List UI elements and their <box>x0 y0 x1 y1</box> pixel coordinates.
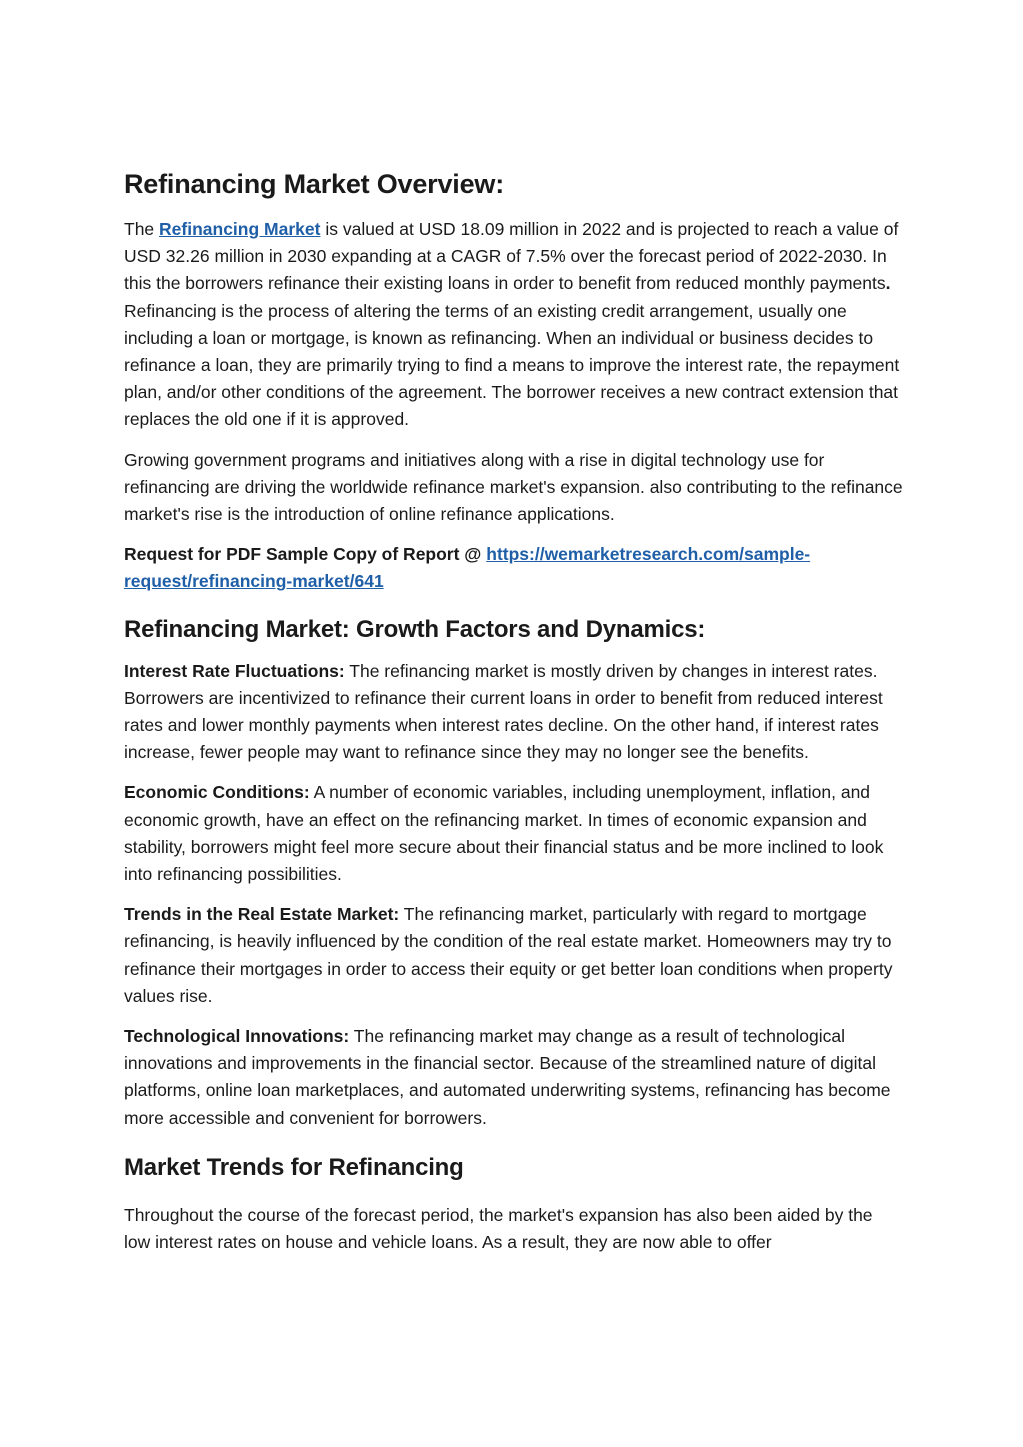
overview-paragraph-1 <box>124 216 903 434</box>
trends-section-title: Market Trends for Refinancing <box>124 1153 464 1181</box>
growth-item <box>124 779 903 888</box>
overview-p1-prefix: The <box>124 219 160 239</box>
trends-paragraph-1: Throughout the course of the forecast period, the market's expansion has also been aided by the low interest rates on house and vehicle loans. As a result, they are now able to offer <box>124 1204 873 1253</box>
growth-item-label: Technological Innovations: <box>124 1026 350 1047</box>
request-label: Request for PDF Sample Copy of Report @ <box>124 544 487 565</box>
overview-paragraph-2: Growing government programs and initiatives along with a rise in digital technology use for refinancing are driving the worldwide refinance market's expansion. also contributing to the refinance market's rise is the introduction of online refinance applications. <box>124 449 903 525</box>
overview-p1-mid: is valued at USD 18.09 million in 2022 and is projected to reach a value of USD 32.26 million in 2030 expanding at a CAGR of 7.5% over the forecast period of 2022-2030. In this the borrowers refinance their existing loans in order to benefit from reduced monthly payments <box>124 219 899 294</box>
growth-item-label: Economic Conditions: <box>124 782 310 803</box>
overview-p1-rest: Refinancing is the process of altering the terms of an existing credit arrangement, usually one including a loan or mortgage, is known as refinancing. When an individual or business decides to refinance a loan, they are primarily trying to find a means to improve the interest rate, the repayment plan, and/or other conditions of the agreement. The borrower receives a new contract extension that replaces the old one if it is approved. <box>124 300 900 430</box>
overview-p1-period: . <box>885 273 891 294</box>
refinancing-market-link[interactable]: Refinancing Market <box>159 219 321 239</box>
page-title: Refinancing Market Overview: <box>124 169 505 199</box>
growth-item-text: A number of economic variables, including unemployment, inflation, and economic growth, have an effect on the refinancing market. In times of economic expansion and stability, borrowers might feel more secure about their financial status and be more inclined to look into refinancing possibilities. <box>124 782 884 885</box>
sample-request-link[interactable]: https://wemarketresearch.com/sample-request/refinancing-market/641 <box>124 544 811 592</box>
growth-item <box>124 1023 903 1132</box>
growth-item-text: The refinancing market, particularly with regard to mortgage refinancing, is heavily influenced by the condition of the real estate market. Homeowners may try to refinance their mortgages in order to access their equity or get better loan conditions when property values rise. <box>124 904 893 1006</box>
growth-item-text: The refinancing market is mostly driven by changes in interest rates. Borrowers are incentivized to refinance their current loans in order to benefit from reduced interest rates and lower monthly payments when interest rates decline. On the other hand, if interest rates increase, fewer people may want to refinance since they may no longer see the benefits. <box>124 660 883 763</box>
growth-item-text: The refinancing market may change as a result of technological innovations and improvements in the financial sector. Because of the streamlined nature of digital platforms, online loan marketplaces, and automated underwriting systems, refinancing has become more accessible and convenient for borrowers. <box>124 1026 891 1128</box>
growth-item <box>124 901 903 1010</box>
request-sample-line <box>124 541 903 595</box>
growth-item-label: Interest Rate Fluctuations: <box>124 660 345 681</box>
growth-section-title: Refinancing Market: Growth Factors and Dynamics: <box>124 615 706 643</box>
growth-item <box>124 658 903 767</box>
growth-item-label: Trends in the Real Estate Market: <box>124 904 400 925</box>
